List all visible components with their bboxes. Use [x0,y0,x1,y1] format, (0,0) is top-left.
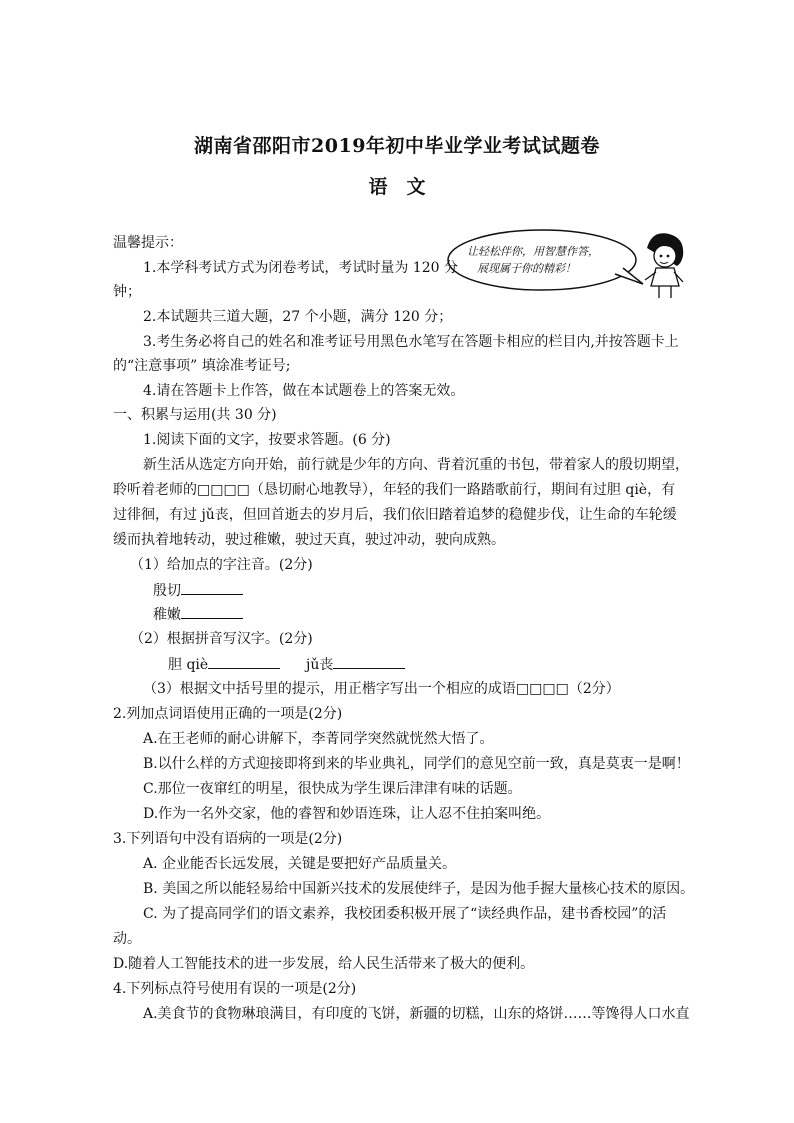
word-label: jǔ丧 [306,657,334,673]
notice-item-3: 3.考生务必将自己的姓名和准考证号用黑色水笔写在答题卡相应的栏目内,并按答题卡上 [143,334,679,350]
notice-heading: 温馨提示： [113,235,183,251]
subject-title: 语 文 [368,176,426,198]
bubble-text-line1: 让轻松伴你，用智慧作答， [467,245,599,258]
exam-title: 湖南省邵阳市2019年初中毕业学业考试试题卷 [194,135,600,157]
passage-line-2: 聆听着老师的□□□□（恳切耐心地教导），年轻的我们一路踏歌前行，期间有过胆 qiè，有 [113,482,676,498]
passage-line-4: 缓而执着地转动，驶过稚嫩，驶过天真，驶过冲动，驶向成熟。 [113,532,505,548]
question-2-option-c: C.那位一夜窜红的明星，很快成为学生课后津津有味的话题。 [143,781,522,797]
question-2-option-a: A.在王老师的耐心讲解下，李菁同学突然就恍然大悟了。 [143,731,494,747]
notice-item-4: 4.请在答题卡上作答，做在本试题卷上的答案无效。 [143,383,465,399]
bubble-text-line2: 展现属于你的精彩！ [477,262,576,275]
question-3-option-c: C. 为了提高同学们的语文素养，我校团委积极开展了“读经典作品，建书香校园”的活 [143,906,667,922]
girl-icon [645,233,683,298]
answer-line-qie[interactable] [168,654,280,675]
question-3-option-c-cont: 动。 [113,931,141,947]
question-2-option-d: D.作为一名外交家，他的睿智和妙语连珠，让人忍不住拍案叫绝。 [143,806,551,822]
cartoon-illustration [447,226,689,302]
answer-line-zhinen[interactable] [153,604,243,625]
answer-line-ju[interactable] [306,654,405,675]
question-3-stem: 3.下列语句中没有语病的一项是(2分) [113,831,343,847]
question-1-sub-2: （2）根据拼音写汉字。(2分) [130,631,313,647]
question-4-option-a: A.美食节的食物琳琅满目，有印度的飞饼，新疆的切糕，山东的烙饼……等馋得人口水直 [143,1006,690,1022]
answer-line-yinqie[interactable] [153,580,243,601]
question-3-option-b: B. 美国之所以能轻易给中国新兴技术的发展使绊子，是因为他手握大量核心技术的原因。 [143,881,695,897]
question-3-option-a: A. 企业能否长远发展，关键是要把好产品质量关。 [143,856,457,872]
answer-blank[interactable] [181,580,243,595]
answer-blank[interactable] [181,604,243,619]
question-3-option-d: D.随着人工智能技术的进一步发展，给人民生活带来了极大的便利。 [113,956,535,972]
question-1-sub-3: （3）根据文中括号里的提示，用正楷字写出一个相应的成语□□□□（2分） [143,681,620,697]
question-2-stem: 2.列加点词语使用正确的一项是(2分) [113,706,343,722]
section-1-heading: 一、积累与运用(共 30 分) [113,407,277,423]
question-1-stem: 1.阅读下面的文字，按要求答题。(6 分) [143,432,391,448]
passage-line-1: 新生活从选定方向开始，前行就是少年的方向、背着沉重的书包，带着家人的殷切期望， [143,457,689,473]
answer-blank[interactable] [333,654,405,669]
word-label: 胆 qiè [168,657,209,673]
passage-line-3: 过徘徊，有过 jǔ丧，但回首逝去的岁月后，我们依旧踏着追梦的稳健步伐，让生命的车轮缓 [113,507,677,523]
question-4-stem: 4.下列标点符号使用有误的一项是(2分) [113,981,357,997]
notice-item-1-cont: 钟； [113,284,141,300]
answer-blank[interactable] [208,654,280,669]
word-label: 稚嫩 [153,607,181,623]
question-1-sub-1: （1）给加点的字注音。(2分) [130,557,313,573]
speech-bubble [448,230,636,290]
question-2-option-b: B.以什么样的方式迎接即将到来的毕业典礼，同学们的意见空前一致，真是莫衷一是啊！ [143,756,690,772]
word-label: 殷切 [153,583,181,599]
notice-item-3-cont: 的“注意事项” 填涂准考证号; [113,358,291,374]
notice-item-1: 1.本学科考试方式为闭卷考试，考试时量为 120 分 [143,260,458,276]
notice-item-2: 2.本试题共三道大题，27 个小题，满分 120 分； [143,309,453,325]
